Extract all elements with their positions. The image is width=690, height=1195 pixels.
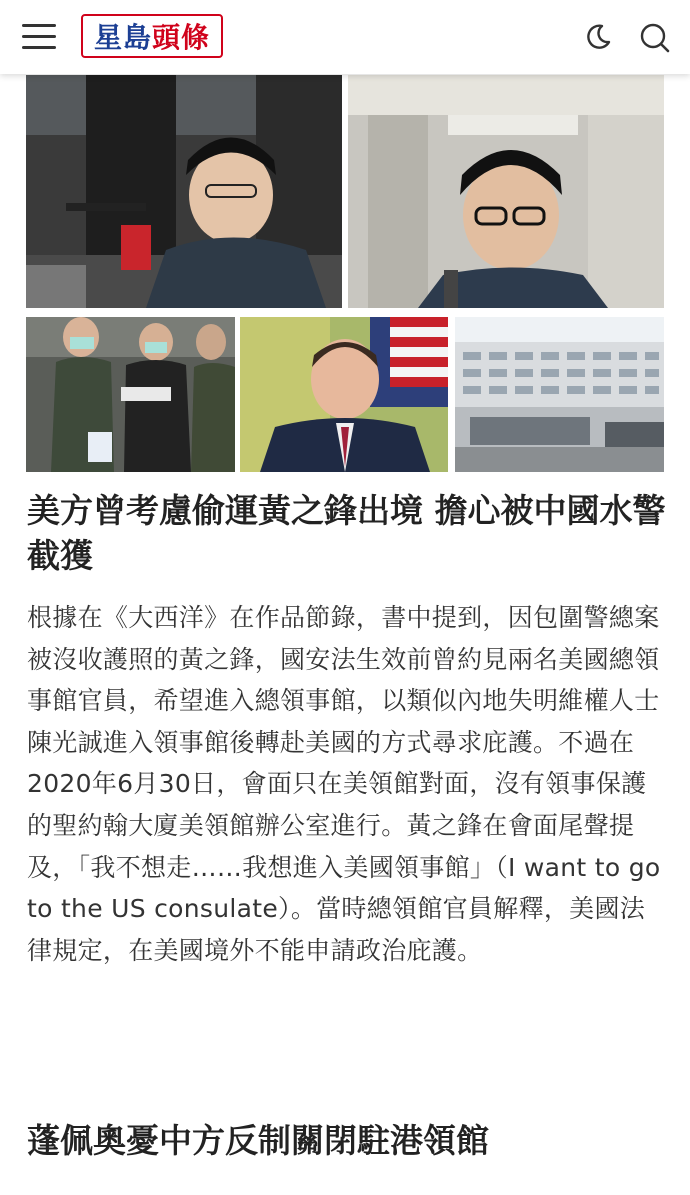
site-logo[interactable] [81,14,223,58]
photo-consulate-building [455,317,664,472]
search-icon[interactable] [639,22,671,54]
hamburger-menu-icon[interactable] [22,24,56,50]
moon-icon[interactable] [583,22,613,52]
article-headline: 美方曾考慮偷運黃之鋒出境 擔心被中國水警截獲 [27,491,666,575]
logo-text-part1: 星島 [93,21,152,54]
article-body: 根據在《大西洋》在作品節錄，書中提到，因包圍警總案被沒收護照的黃之鋒，國安法生效前曾約見兩名美國總領事館官員，希望進入總領事館，以類似內地失明維權人士陳光誠進入領事館後轉赴美國的方式尋求庇護。不過在2020年6月30日，會面只在美領館對面，沒有領事保護的聖約翰大廈美領館辦公室進行。黃之鋒在會面尾聲提及，「我不想走……我想進入美國領事館」（I want to go to the US consulate）。當時總領館官員解釋，美國法律規定，在美國境外不能申請政治庇護。 [27,603,661,965]
photo-interview [26,75,342,308]
article-subheading: 蓬佩奧憂中方反制關閉駐港領館 [27,1121,489,1160]
photo-official-flag [240,317,448,472]
photo-portrait-outdoor [348,75,664,308]
top-bar [0,0,690,74]
photo-escort [26,317,235,472]
logo-text-part2: 頭條 [152,21,211,54]
